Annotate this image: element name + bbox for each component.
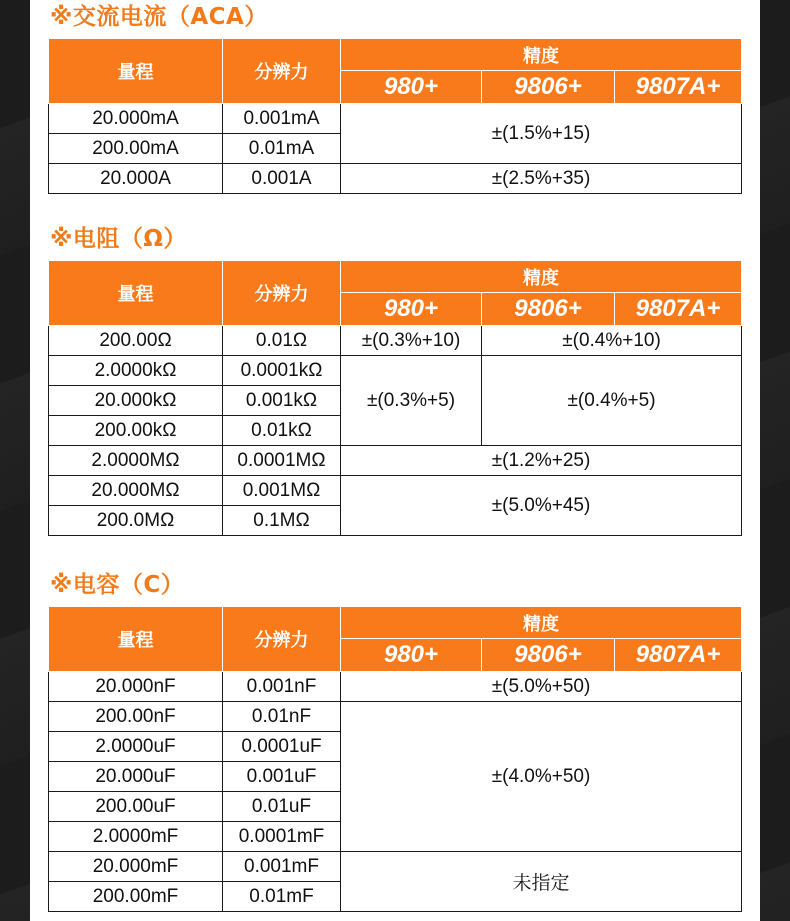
header-range: 量程 <box>49 39 223 104</box>
accuracy-cell: ±(5.0%+50) <box>341 672 742 702</box>
header-model-9806: 9806+ <box>482 293 615 326</box>
resolution-cell: 0.01kΩ <box>223 416 341 446</box>
table-row <box>49 326 742 356</box>
capacitance-spec-table <box>48 606 742 912</box>
header-model-9807a: 9807A+ <box>615 639 742 672</box>
header-accuracy: 精度 <box>341 39 742 71</box>
header-range: 量程 <box>49 607 223 672</box>
header-model-980: 980+ <box>341 71 482 104</box>
range-cell: 2.0000kΩ <box>49 356 223 386</box>
accuracy-cell: 未指定 <box>341 852 742 912</box>
resolution-cell: 0.0001uF <box>223 732 341 762</box>
section-title-capacitance: ※电容（C） <box>50 572 185 598</box>
header-model-9807a: 9807A+ <box>615 71 742 104</box>
resolution-cell: 0.0001mF <box>223 822 341 852</box>
range-cell: 20.000MΩ <box>49 476 223 506</box>
resolution-cell: 0.01Ω <box>223 326 341 356</box>
resolution-cell: 0.01nF <box>223 702 341 732</box>
table-row <box>49 164 742 194</box>
resolution-cell: 0.001MΩ <box>223 476 341 506</box>
table-row <box>49 356 742 386</box>
section-title-aca: ※交流电流（ACA） <box>50 4 268 30</box>
header-accuracy: 精度 <box>341 607 742 639</box>
header-model-980: 980+ <box>341 293 482 326</box>
range-cell: 20.000mF <box>49 852 223 882</box>
header-model-980: 980+ <box>341 639 482 672</box>
table-row <box>49 852 742 882</box>
range-cell: 200.00uF <box>49 792 223 822</box>
resolution-cell: 0.01uF <box>223 792 341 822</box>
header-model-9806: 9806+ <box>482 71 615 104</box>
resolution-cell: 0.01mA <box>223 134 341 164</box>
resolution-cell: 0.0001MΩ <box>223 446 341 476</box>
resolution-cell: 0.001nF <box>223 672 341 702</box>
range-cell: 20.000uF <box>49 762 223 792</box>
resolution-cell: 0.001mF <box>223 852 341 882</box>
table-row <box>49 672 742 702</box>
range-cell: 200.0MΩ <box>49 506 223 536</box>
section-title-resistance: ※电阻（Ω） <box>50 226 187 252</box>
accuracy-cell: ±(0.4%+5) <box>482 356 742 446</box>
accuracy-cell: ±(1.5%+15) <box>341 104 742 164</box>
range-cell: 2.0000mF <box>49 822 223 852</box>
range-cell: 20.000A <box>49 164 223 194</box>
table-row <box>49 446 742 476</box>
resolution-cell: 0.001uF <box>223 762 341 792</box>
range-cell: 20.000nF <box>49 672 223 702</box>
range-cell: 200.00nF <box>49 702 223 732</box>
accuracy-cell: ±(0.4%+10) <box>482 326 742 356</box>
header-resolution: 分辨力 <box>223 261 341 326</box>
resolution-cell: 0.1MΩ <box>223 506 341 536</box>
resolution-cell: 0.001A <box>223 164 341 194</box>
table-row <box>49 476 742 506</box>
accuracy-cell: ±(5.0%+45) <box>341 476 742 536</box>
resistance-spec-table <box>48 260 742 536</box>
range-cell: 20.000kΩ <box>49 386 223 416</box>
accuracy-cell: ±(4.0%+50) <box>341 702 742 852</box>
table-row <box>49 104 742 134</box>
range-cell: 200.00mA <box>49 134 223 164</box>
range-cell: 2.0000MΩ <box>49 446 223 476</box>
range-cell: 200.00mF <box>49 882 223 912</box>
accuracy-cell: ±(2.5%+35) <box>341 164 742 194</box>
table-row <box>49 702 742 732</box>
header-accuracy: 精度 <box>341 261 742 293</box>
header-model-9807a: 9807A+ <box>615 293 742 326</box>
resolution-cell: 0.0001kΩ <box>223 356 341 386</box>
range-cell: 2.0000uF <box>49 732 223 762</box>
resolution-cell: 0.01mF <box>223 882 341 912</box>
aca-spec-table <box>48 38 742 194</box>
resolution-cell: 0.001kΩ <box>223 386 341 416</box>
accuracy-cell: ±(0.3%+5) <box>341 356 482 446</box>
range-cell: 20.000mA <box>49 104 223 134</box>
range-cell: 200.00kΩ <box>49 416 223 446</box>
header-resolution: 分辨力 <box>223 39 341 104</box>
range-cell: 200.00Ω <box>49 326 223 356</box>
header-resolution: 分辨力 <box>223 607 341 672</box>
accuracy-cell: ±(0.3%+10) <box>341 326 482 356</box>
header-range: 量程 <box>49 261 223 326</box>
header-model-9806: 9806+ <box>482 639 615 672</box>
resolution-cell: 0.001mA <box>223 104 341 134</box>
accuracy-cell: ±(1.2%+25) <box>341 446 742 476</box>
